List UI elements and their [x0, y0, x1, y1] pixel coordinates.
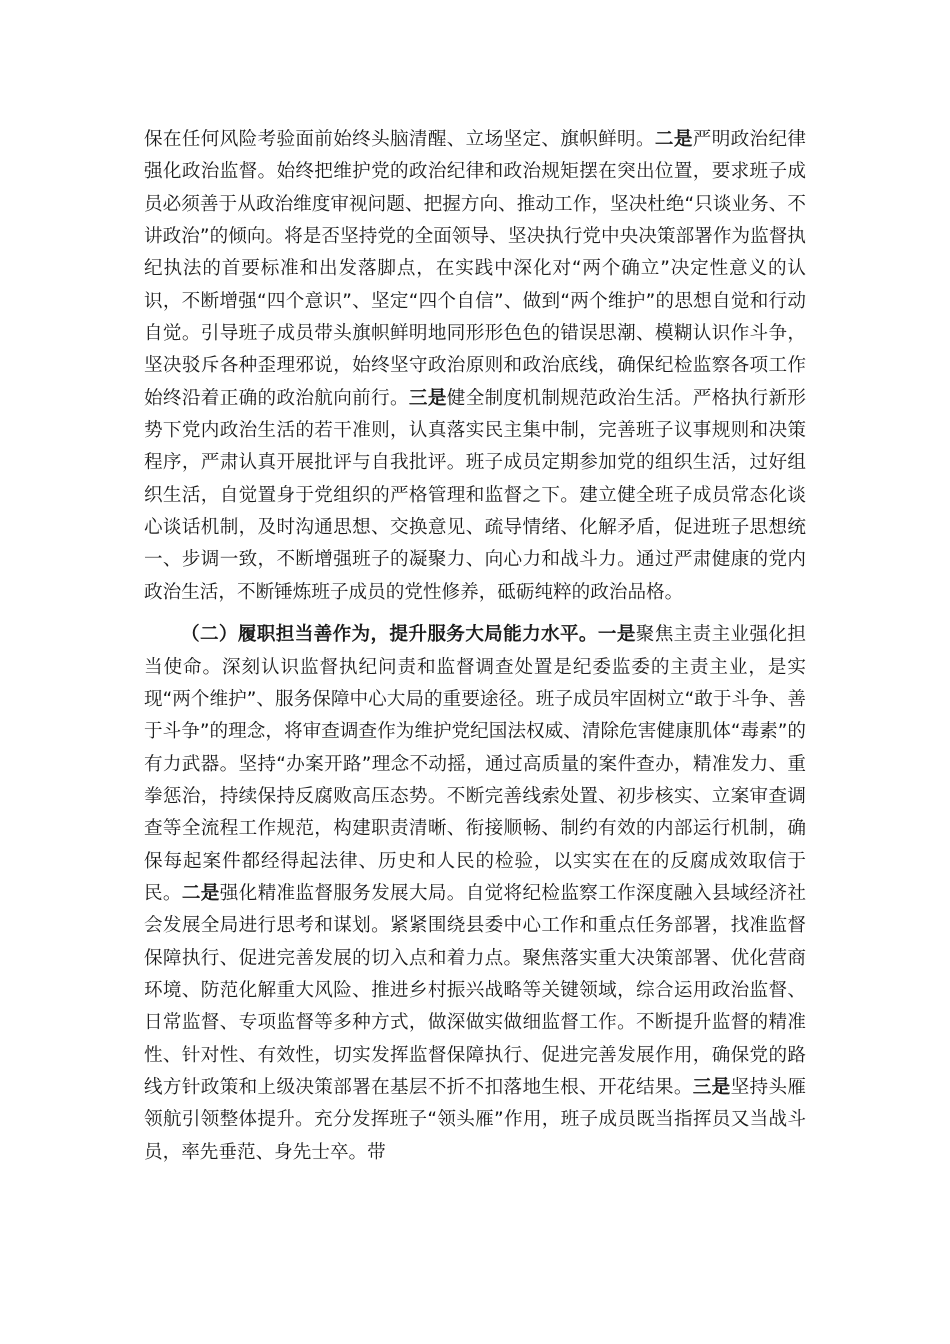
text-segment: 保在任何风险考验面前始终头脑清醒、立场坚定、旗帜鲜明。	[144, 129, 655, 150]
bold-marker-second: 二是	[181, 882, 220, 904]
bold-marker-third: 三是	[692, 1076, 731, 1098]
section-heading: （二）履职担当善作为，提升服务大局能力水平。	[181, 624, 598, 646]
paragraph-political-supervision	[144, 124, 806, 609]
document-page	[144, 124, 806, 1169]
text-segment: 严明政治纪律强化政治监督。始终把维护党的政治纪律和政治规矩摆在突出位置，要求班子成员必须善于从政治维度审视问题、把握方向、推动工作，坚决杜绝“只谈业务、不讲政治”的倾向。将是否坚持党的全面领导、坚决执行党中央决策部署作为监督执纪执法的首要标准和出发落脚点，在实践中深化对“两个确立”决定性意义的认识，不断增强“四个意识”、坚定“四个自信”、做到“两个维护”的思想自觉和行动自觉。引导班子成员带头旗帜鲜明地同形形色色的错误思潮、模糊认识作斗争，坚决驳斥各种歪理邪说，始终坚守政治原则和政治底线，确保纪检监察各项工作始终沿着正确的政治航向前行。	[144, 129, 806, 409]
text-segment: 健全制度机制规范政治生活。严格执行新形势下党内政治生活的若干准则，认真落实民主集中制，完善班子议事规则和决策程序，严肃认真开展批评与自我批评。班子成员定期参加党的组织生活，过好组织生活，自觉置身于党组织的严格管理和监督之下。建立健全班子成员常态化谈心谈话机制，及时沟通思想、交换意见、疏导情绪、化解矛盾，促进班子思想统一、步调一致，不断增强班子的凝聚力、向心力和战斗力。通过严肃健康的党内政治生活，不断锤炼班子成员的党性修养，砥砺纯粹的政治品格。	[144, 387, 806, 603]
paragraph-section-two	[144, 619, 806, 1169]
text-segment: 聚焦主责主业强化担当使命。深刻认识监督执纪问责和监督调查处置是纪委监委的主责主业，是实现“两个维护”、服务保障中心大局的重要途径。班子成员牢固树立“敢于斗争、善于斗争”的理念，将审查调查作为维护党纪国法权威、清除危害健康肌体“毒素”的有力武器。坚持“办案开路”理念不动摇，通过高质量的案件查办，精准发力、重拳惩治，持续保持反腐败高压态势。不断完善线索处置、初步核实、立案审查调查等全流程工作规范，构建职责清晰、衔接顺畅、制约有效的内部运行机制，确保每起案件都经得起法律、历史和人民的检验，以实实在在的反腐成效取信于民。	[144, 624, 806, 904]
text-segment: 坚持头雁领航引领整体提升。充分发挥班子“领头雁”作用，班子成员既当指挥员又当战斗员，率先垂范、身先士卒。带	[144, 1076, 806, 1163]
bold-marker-second: 二是	[654, 129, 693, 150]
bold-marker-first: 一是	[597, 624, 636, 646]
text-segment: 强化精准监督服务发展大局。自觉将纪检监察工作深度融入县域经济社会发展全局进行思考和谋划。紧紧围绕县委中心工作和重点任务部署，找准监督保障执行、促进完善发展的切入点和着力点。聚焦落实重大决策部署、优化营商环境、防范化解重大风险、推进乡村振兴战略等关键领域，综合运用政治监督、日常监督、专项监督等多种方式，做深做实做细监督工作。不断提升监督的精准性、针对性、有效性，切实发挥监督保障执行、促进完善发展作用，确保党的路线方针政策和上级决策部署在基层不折不扣落地生根、开花结果。	[144, 882, 806, 1098]
bold-marker-third: 三是	[408, 387, 447, 409]
